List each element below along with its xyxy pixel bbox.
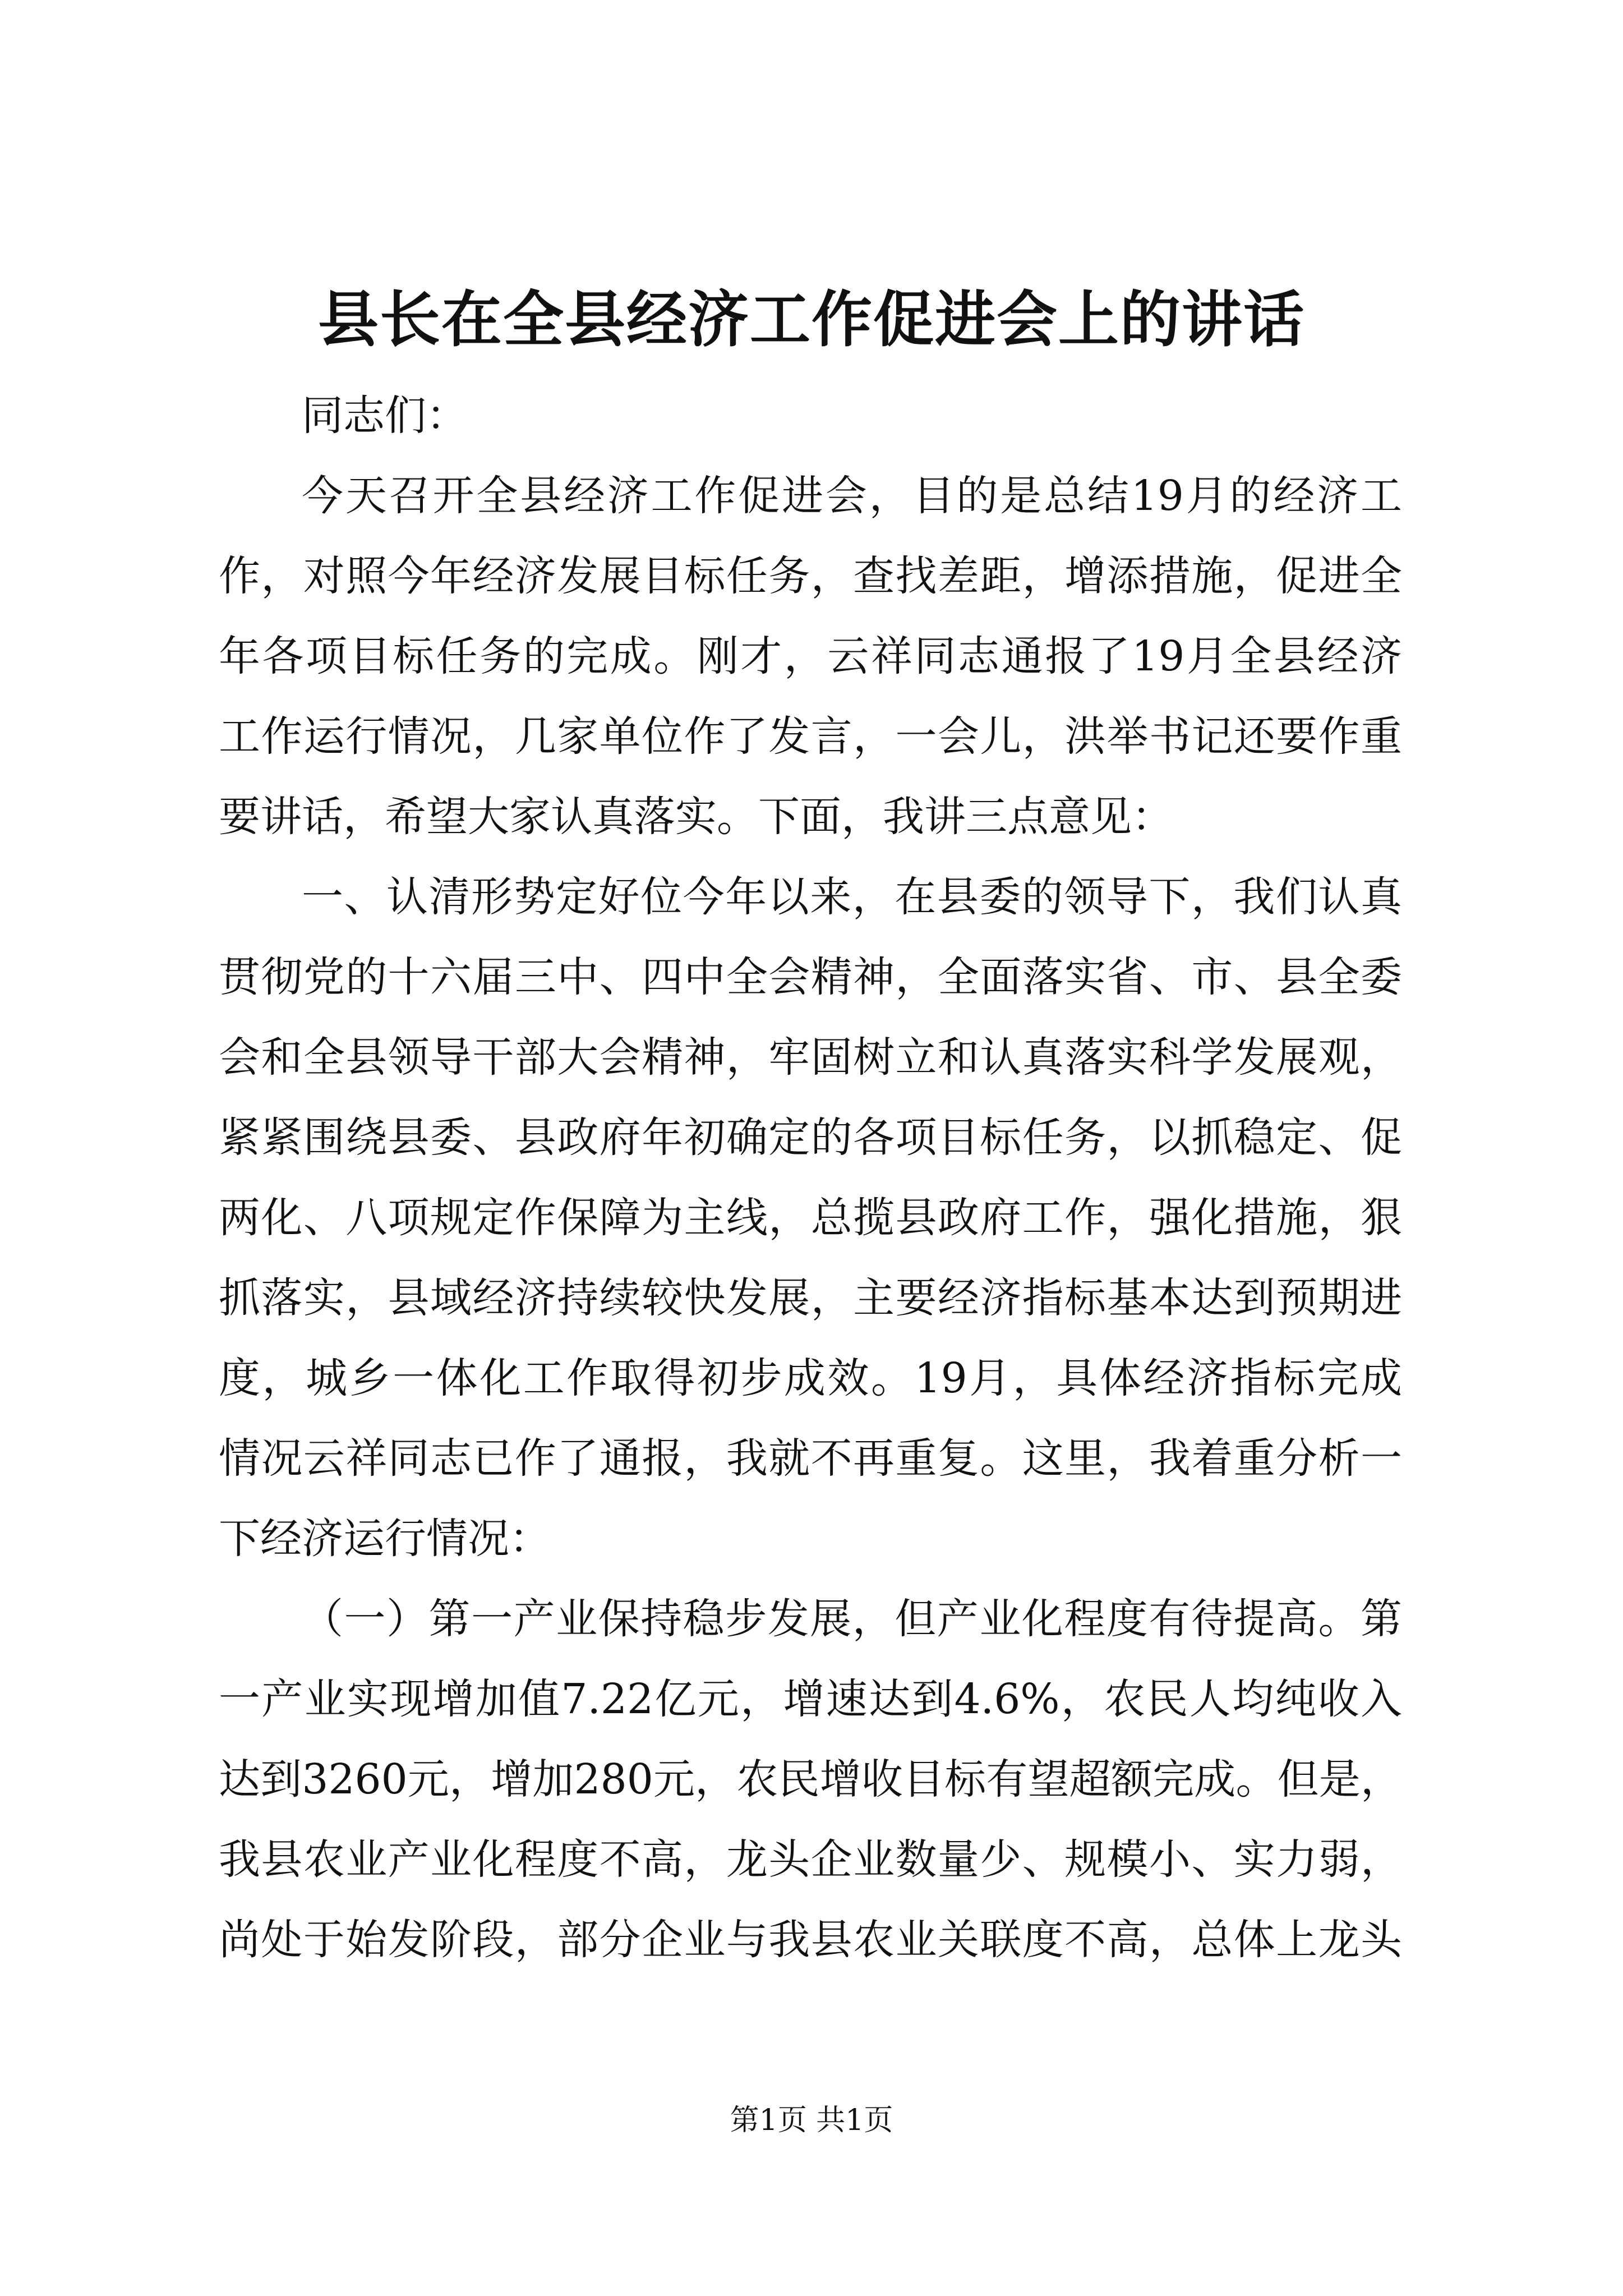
text-line: 达到3260元，增加280元，农民增收目标有望超额完成。但是， (219, 1755, 1402, 1803)
text-line: 紧紧围绕县委、县政府年初确定的各项目标任务，以抓稳定、促 (219, 1114, 1402, 1162)
document-body (219, 376, 1402, 1980)
text-line: 两化、八项规定作保障为主线，总揽县政府工作，强化措施，狠 (219, 1194, 1402, 1242)
document-title: 县长在全县经济工作促进会上的讲话 (317, 284, 1305, 355)
text-line: 要讲话，希望大家认真落实。下面，我讲三点意见： (219, 793, 1173, 841)
text-line: 尚处于始发阶段，部分企业与我县农业关联度不高，总体上龙头 (219, 1916, 1402, 1964)
text-line: （一）第一产业保持稳步发展，但产业化程度有待提高。第 (302, 1595, 1402, 1643)
text-line: 下经济运行情况： (219, 1515, 551, 1563)
text-line: 情况云祥同志已作了通报，我就不再重复。这里，我着重分析一 (219, 1434, 1402, 1483)
text-line: 作，对照今年经济发展目标任务，查找差距，增添措施，促进全 (219, 552, 1402, 600)
text-line: 一产业实现增加值7.22亿元，增速达到4.6%，农民人均纯收入 (219, 1675, 1402, 1723)
text-line: 抓落实，县域经济持续较快发展，主要经济指标基本达到预期进 (219, 1274, 1402, 1322)
text-line: 会和全县领导干部大会精神，牢固树立和认真落实科学发展观， (219, 1033, 1402, 1082)
text-line: 年各项目标任务的完成。刚才，云祥同志通报了19月全县经济 (219, 632, 1402, 680)
text-line: 一、认清形势定好位今年以来，在县委的领导下，我们认真 (302, 873, 1402, 921)
text-line: 同志们： (302, 392, 468, 440)
text-line: 我县农业产业化程度不高，龙头企业数量少、规模小、实力弱， (219, 1835, 1402, 1884)
text-line: 今天召开全县经济工作促进会，目的是总结19月的经济工 (302, 472, 1402, 520)
text-line: 度，城乡一体化工作取得初步成效。19月，具体经济指标完成 (219, 1354, 1402, 1402)
text-line: 贯彻党的十六届三中、四中全会精神，全面落实省、市、县全委 (219, 953, 1402, 1001)
page-footer: 第1页 共1页 (730, 2104, 893, 2137)
text-line: 工作运行情况，几家单位作了发言，一会儿，洪举书记还要作重 (219, 712, 1402, 761)
